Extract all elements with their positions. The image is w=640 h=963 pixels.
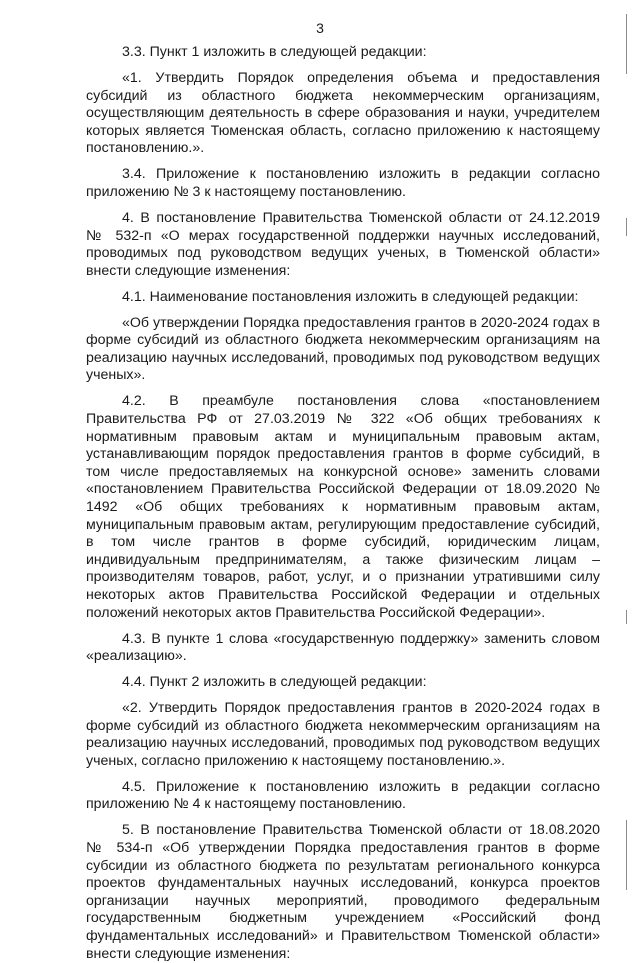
paragraph-4-3: 4.3. В пункте 1 слова «государственную поддержку» заменить словом «реализацию». — [86, 630, 600, 665]
paragraph-3-3: 3.3. Пункт 1 изложить в следующей редакции: — [122, 44, 427, 60]
paragraph-4-2: 4.2. В преамбуле постановления слова «постановлением Правительства РФ от 27.03.2019 № 322 «Об общих требованиях к нормативным правовым актам и муниципальным правовым актам, устанавливающим порядок предоставления грантов в форме субсидий, в том числе предоставляемых на конкурсной основе» заменить словами «постановлением Правительства Российской Федерации от 18.09.2020 № 1492 «Об общих требованиях к нормативным правовым актам, муниципальным правовым актам, регулирующим предоставление субсидий, в том числе грантов в форме субсидий, юридическим лицам, индивидуальным предпринимателям, а также физическим лицам – производителям товаров, работ, услуг, и о признании утратившими силу некоторых актов Правительства Российской Федерации и отдельных положений некоторых актов Правительства Российской Федерации». — [86, 393, 600, 621]
paragraph-4: 4. В постановление Правительства Тюменской области от 24.12.2019 № 532-п «О мерах государственной поддержки научных исследований, проводимых под руководством ведущих ученых, в Тюменской области» внести следующие изменения: — [86, 209, 600, 279]
paragraph-3-3-quote: «1. Утвердить Порядок определения объема и предоставления субсидий из областного бюджета некоммерческим организациям, осуществляющим деятельность в сфере образования и науки, учредителем которых является Тюменская область, согласно приложению к настоящему постановлению.». — [86, 69, 600, 157]
paragraph-4-1: 4.1. Наименование постановления изложить в следующей редакции: — [122, 288, 579, 305]
scan-edge-mark — [626, 14, 627, 74]
paragraph-3-4: 3.4. Приложение к постановлению изложить в редакции согласно приложению № 3 к настоящему постановлению. — [86, 166, 600, 200]
page-number: 3 — [316, 20, 324, 36]
document-body — [86, 44, 600, 963]
scan-edge-mark — [626, 610, 627, 624]
paragraph-4-1-quote: «Об утверждении Порядка предоставления грантов в 2020-2024 годах в форме субсидий из областного бюджета некоммерческим организациям на реализацию научных исследований, проводимых под руководством ведущих ученых». — [86, 314, 600, 384]
paragraph-4-4: 4.4. Пункт 2 изложить в следующей редакции: — [122, 674, 427, 691]
scan-edge-mark — [626, 218, 627, 236]
paragraph-4-4-quote: «2. Утвердить Порядок предоставления грантов в 2020-2024 годах в форме субсидий из областного бюджета некоммерческим организациям на реализацию научных исследований, проводимых под руководством ведущих ученых, согласно приложению к настоящему постановлению.». — [86, 700, 600, 769]
scan-edge-mark — [626, 820, 627, 890]
paragraph-4-5: 4.5. Приложение к постановлению изложить в редакции согласно приложению № 4 к настоящему постановлению. — [86, 778, 600, 813]
paragraph-5: 5. В постановление Правительства Тюменской области от 18.08.2020 № 534-п «Об утверждении Порядка предоставления грантов в форме субсидии из областного бюджета по результатам регионального конкурса проектов фундаментальных научных исследований, конкурса проектов организации научных мероприятий, проводимого федеральным государственным бюджетным учреждением «Российский фонд фундаментальных исследований» и Правительством Тюменской области» внести следующие изменения: — [86, 822, 600, 962]
